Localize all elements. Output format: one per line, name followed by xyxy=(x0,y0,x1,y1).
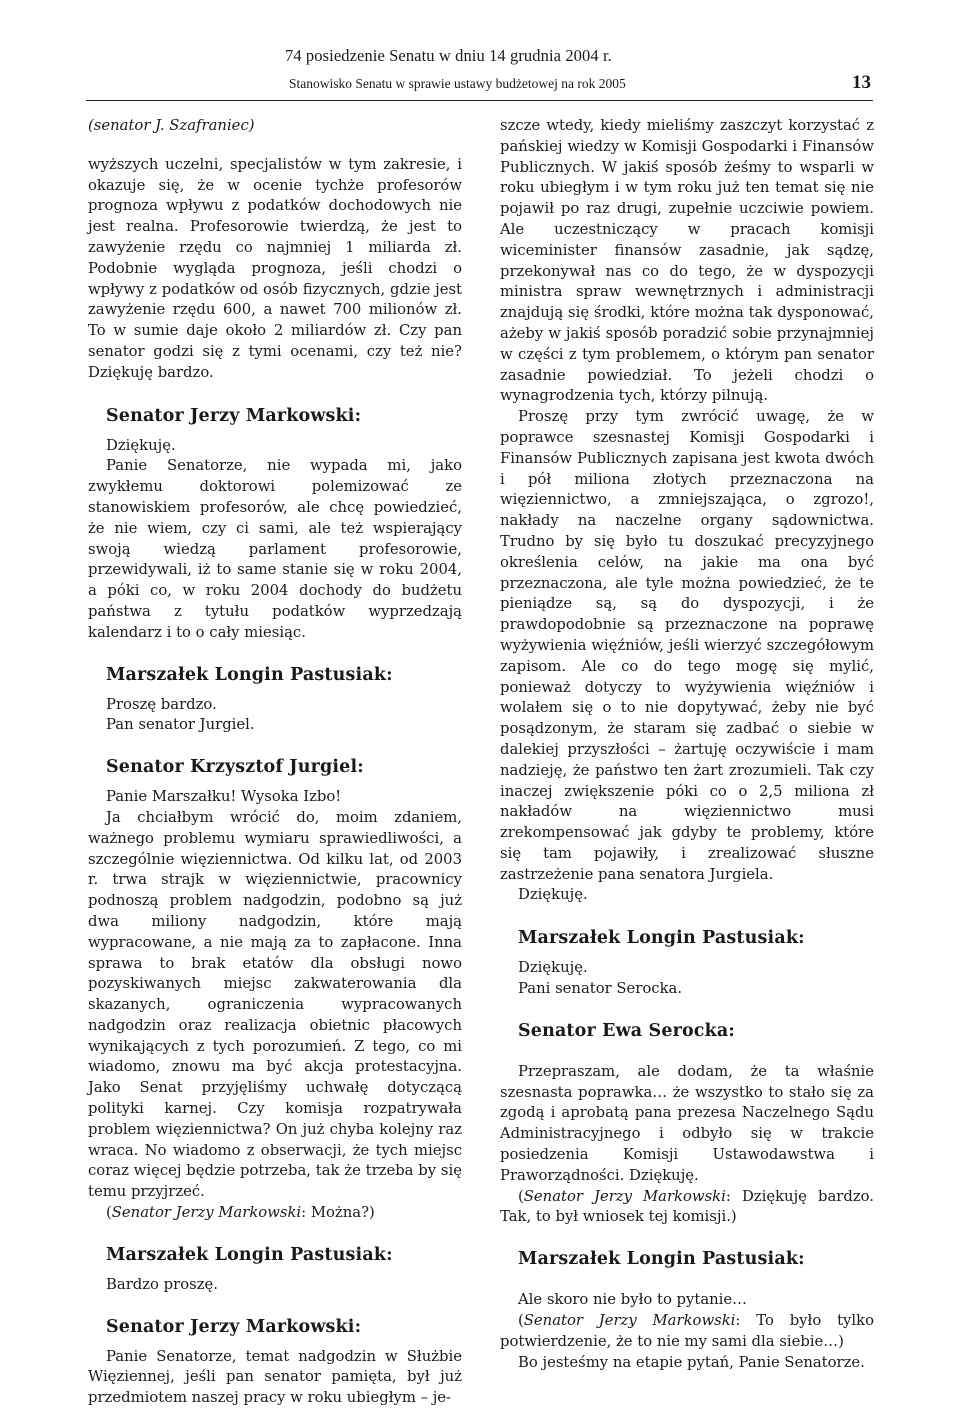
paragraph: szcze wtedy, kiedy mieliśmy zaszczyt korzystać z pańskiej wiedzy w Komisji Gospodarki i Finansów Publicznych. W jakiś sposób żeśmy to wsparli w roku ubiegłym i w tym roku już ten temat się nie pojawił po raz drugi, zupełnie uczciwie powiem. Ale uczestniczący w pracach komisji wiceminister finansów zasadnie, jak sądzę, przekonywał nas co do tego, że w dyspozycji ministra spraw wewnętrznych i administracji znajdują się środki, które można tak dysponować, ażeby w jakiś sposób poradzić sobie przynajmniej w części z tym problemem, o którym pan senator zasadnie powiedział. To jeżeli chodzi o wynagrodzenia tych, którzy pilnują. xyxy=(500,117,874,405)
paragraph: Przepraszam, ale dodam, że ta właśnie szesnasta poprawka… że wszystko to stało się za zgodą i aprobatą pana prezesa Naczelnego Sądu Administracyjnego i odbyło się w trakcie posiedzenia Komisji Ustawodawstwa i Praworządności. Dziękuję. xyxy=(500,1062,874,1184)
interjection xyxy=(500,1311,874,1353)
paragraph: Dziękuję. xyxy=(518,886,588,904)
interjection xyxy=(500,1187,874,1229)
speaker-heading: Senator Ewa Serocka: xyxy=(518,1020,735,1041)
paragraph: Proszę bardzo. xyxy=(106,695,217,713)
paragraph: Panie Marszałku! Wysoka Izbo! xyxy=(106,788,342,806)
paragraph: Pani senator Serocka. xyxy=(518,980,683,998)
interjection-text: : To było tylko potwierdzenie, że to nie my sami dla siebie…) xyxy=(500,1312,874,1350)
interjection-speaker: Senator Jerzy Markowski xyxy=(111,1204,302,1222)
paragraph: Ja chciałbym wrócić do, moim zdaniem, ważnego problemu wymiaru sprawiedliwości, a szczególnie więziennictwa. Od kilku lat, od 2003 r. trwa strajk w więziennictwie, pracownicy podnoszą problem nadgodzin, podobno są już dwa miliony nadgodzin, które mają wypracowane, a nie mają za to zapłacone. Inna sprawa to brak etatów dla obsługi nowo pozyskiwanych miejsc zakwaterowania dla skazanych, ograniczenia wypracowanych nadgodzin oraz realizacja obietnic płacowych wynikających z tych porozumień. Z tego, co mi wiadomo, znowu ma być akcja protestacyjna. Jako Senat przyjęliśmy uchwałę dotyczącą polityki karnej. Czy komisja rozpatrywała problem więziennictwa? On już chyba kolejny raz wraca. No wiadomo z obserwacji, że tych miejsc coraz więcej będzie potrzeba, tak że trzeba by się temu przyjrzeć. xyxy=(88,808,462,1201)
speaker-note: (senator J. Szafraniec) xyxy=(88,117,255,134)
speaker-heading: Senator Krzysztof Jurgiel: xyxy=(106,757,364,778)
header-rule xyxy=(86,100,873,101)
page-header xyxy=(0,0,960,110)
speaker-heading: Marszałek Longin Pastusiak: xyxy=(106,1244,393,1265)
speaker-heading: Senator Jerzy Markowski: xyxy=(106,1316,362,1337)
interjection-open: ( xyxy=(106,1204,112,1222)
interjection-open: ( xyxy=(518,1312,524,1330)
paragraph: Ale skoro nie było to pytanie… xyxy=(518,1291,747,1309)
speaker-heading: Senator Jerzy Markowski: xyxy=(106,405,362,426)
paragraph: wyższych uczelni, specjalistów w tym zakresie, i okazuje się, że w ocenie tychże profesorów prognoza wpływu z podatków dochodowych nie jest realna. Profesorowie twierdzą, że jest to zawyżenie rzędu co najmniej 1 miliarda zł. Podobnie wygląda prognoza, jeśli chodzi o wpływy z podatków od osób fizycznych, gdzie jest zawyżenie rzędu 600, a nawet 700 milionów zł. To w sumie daje około 2 miliardów zł. Czy pan senator godzi się z tymi ocenami, czy też nie? Dziękuję bardzo. xyxy=(88,155,462,381)
paragraph: Dziękuję. xyxy=(106,436,176,454)
paragraph: Proszę przy tym zwrócić uwagę, że w poprawce szesnastej Komisji Gospodarki i Finansów Publicznych zapisana jest kwota dwóch i pół miliona złotych przeznaczona na więziennictwo, a zmniejszająca, o zgrozo!, nakłady na naczelne organy sądownictwa. Trudno by się było tu doszukać precyzyjnego określenia celów, na jakie ma ona być przeznaczona, ale tyle można powiedzieć, że te pieniądze są, są do dyspozycji, i że prawdopodobnie są przeznaczone na poprawę wyżywienia więźniów, jeśli wierzyć szczegółowym zapisom. Ale co do tego mogę się mylić, ponieważ dotyczy to wyżywienia więźniów i wolałem się o to nie dopytywać, żeby nie być posądzonym, że staram się zadbać o siebie w dalekiej przyszłości – żartuję oczywiście i mam nadzieję, że państwo ten żart zrozumieli. Tak czy inaczej zwiększenie póki co o 2,5 miliona zł nakładów na więziennictwo musi zrekompensować jak gdyby te problemy, które się tam pojawiły, i zrealizować słuszne zastrzeżenie pana senatora Jurgiela. xyxy=(500,408,874,883)
interjection-text: : Można?) xyxy=(301,1204,375,1222)
header-subtitle: Stanowisko Senatu w sprawie ustawy budżetowej na rok 2005 xyxy=(289,76,626,91)
paragraph: Bo jesteśmy na etapie pytań, Panie Senatorze. xyxy=(518,1353,865,1371)
interjection xyxy=(88,1203,462,1224)
left-column xyxy=(88,116,462,1407)
speaker-heading: Marszałek Longin Pastusiak: xyxy=(518,928,805,949)
paragraph: Bardzo proszę. xyxy=(106,1275,218,1293)
interjection-open: ( xyxy=(518,1187,524,1205)
speaker-heading: Marszałek Longin Pastusiak: xyxy=(518,1249,805,1270)
speaker-heading: Marszałek Longin Pastusiak: xyxy=(106,664,393,685)
paragraph: Panie Senatorze, temat nadgodzin w Służbie Więziennej, jeśli pan senator pamięta, był już przedmiotem naszej pracy w roku ubiegłym – je- xyxy=(88,1347,462,1407)
paragraph: Dziękuję. xyxy=(518,959,588,977)
right-column xyxy=(500,116,874,1371)
page-number: 13 xyxy=(852,72,871,93)
interjection-text: : Dziękuję bardzo. Tak, to był wniosek tej komisji.) xyxy=(500,1187,874,1226)
paragraph: Pan senator Jurgiel. xyxy=(106,716,255,734)
header-title: 74 posiedzenie Senatu w dniu 14 grudnia 2004 r. xyxy=(285,46,612,65)
interjection-speaker: Senator Jerzy Markowski xyxy=(523,1312,736,1330)
paragraph: Panie Senatorze, nie wypada mi, jako zwykłemu doktorowi polemizować ze stanowiskiem profesorów, ale chcę powiedzieć, że nie wiem, czy ci sami, ale też wspierający swoją wiedzą parlament profesorowie, przewidywali, iż to same stanie się w roku 2004, a póki co, w roku 2004 dochody do budżetu państwa z tytułu podatków wyprzedzają kalendarz i to o cały miesiąc. xyxy=(88,457,462,641)
interjection-speaker: Senator Jerzy Markowski xyxy=(523,1187,726,1205)
